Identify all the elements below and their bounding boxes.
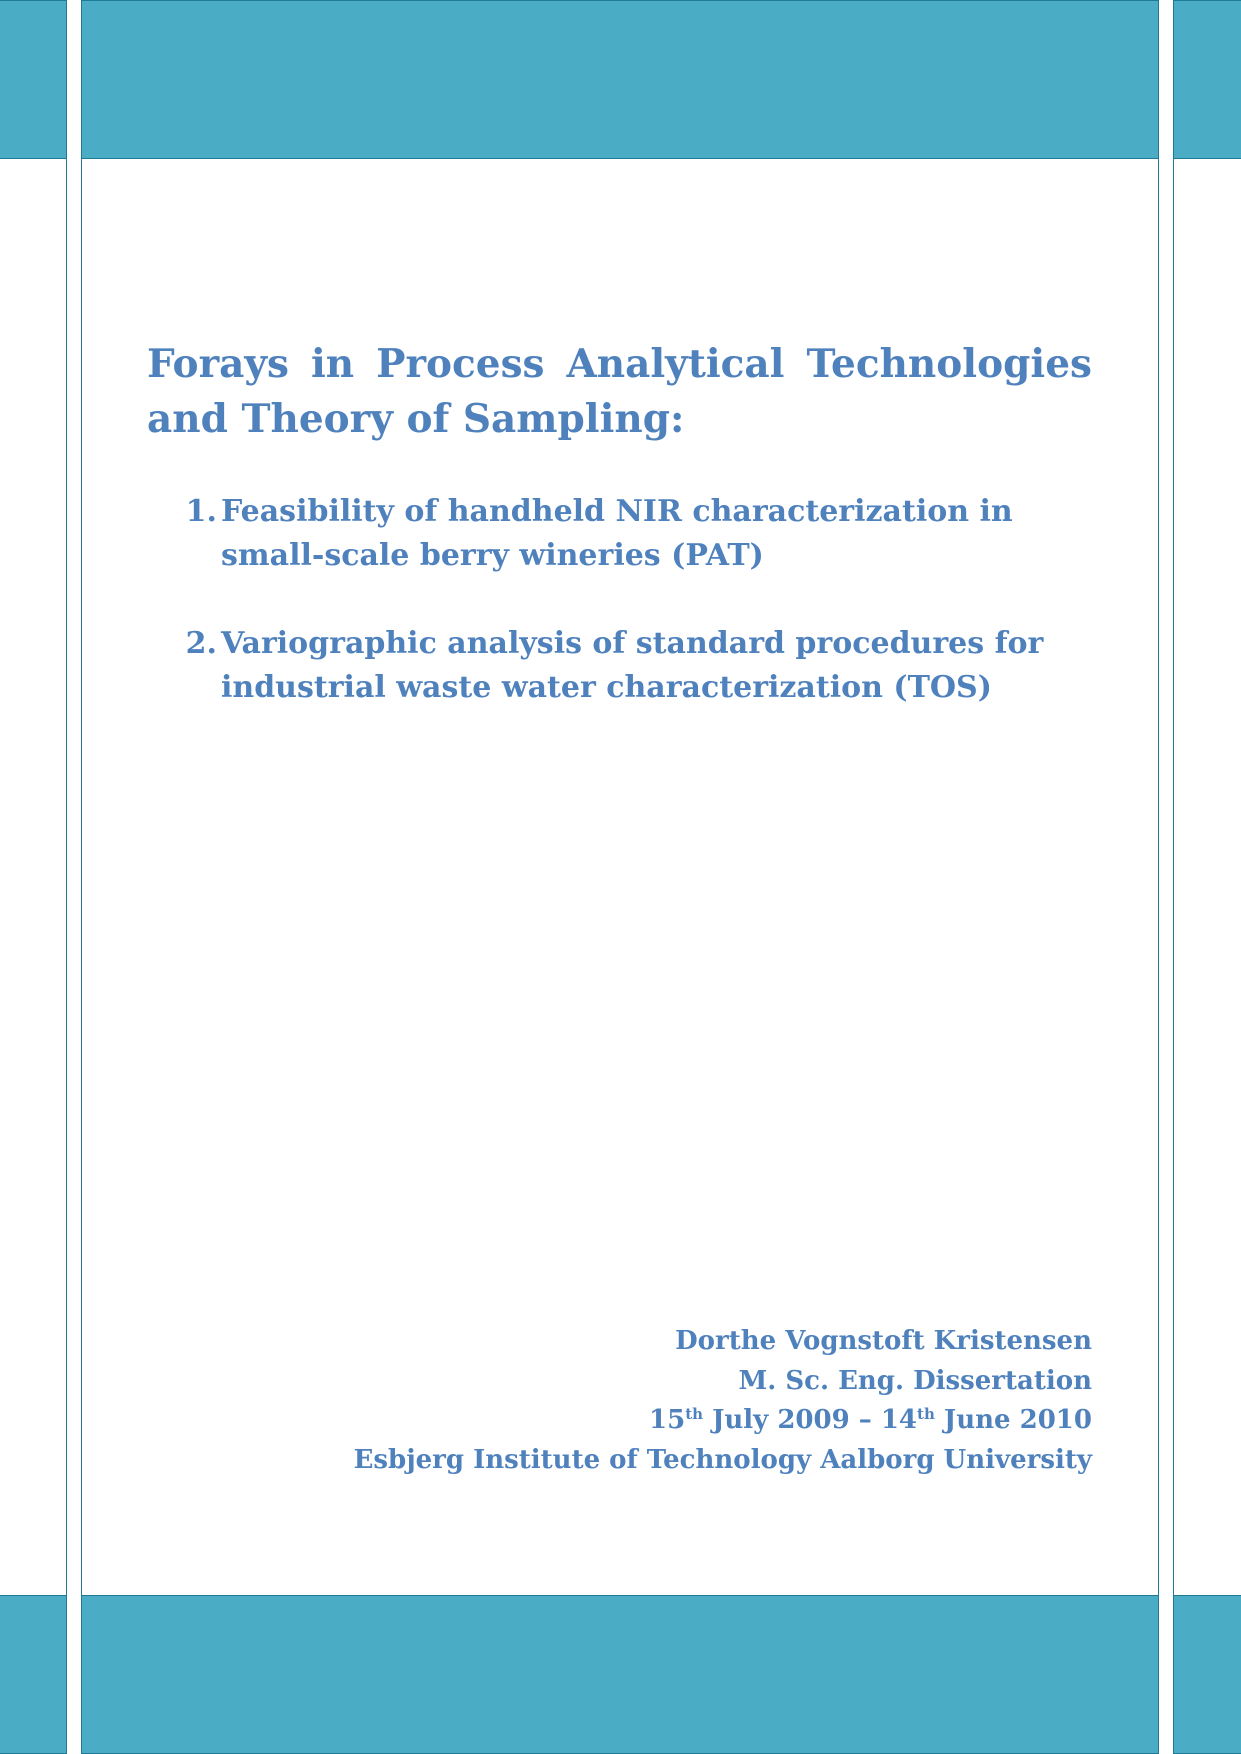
bottom-band-right <box>1173 1595 1241 1754</box>
frame-line-left-inner <box>81 159 82 1595</box>
degree-line: M. Sc. Eng. Dissertation <box>738 1365 1092 1396</box>
start-month-year: July 2009 <box>712 1405 850 1435</box>
institution: Esbjerg Institute of Technology Aalborg University <box>353 1444 1092 1475</box>
top-band-right <box>1173 0 1241 159</box>
end-day-suffix: th <box>917 1405 935 1423</box>
top-band <box>81 0 1159 159</box>
author-name: Dorthe Vognstoft Kristensen <box>675 1326 1092 1356</box>
frame-line-right-outer <box>1173 159 1174 1595</box>
date-separator: – <box>858 1405 872 1435</box>
topic-number: 2. <box>185 626 217 661</box>
end-month-year: June 2010 <box>943 1405 1092 1435</box>
start-day-suffix: th <box>685 1405 704 1423</box>
topic-text: Variographic analysis of standard procedures for industrial waste water characterization (TOS) <box>221 626 1044 705</box>
end-day: 14 <box>880 1405 918 1435</box>
frame-line-right-inner <box>1158 159 1159 1595</box>
bottom-band-left <box>0 1595 67 1754</box>
date-range <box>292 1401 1092 1441</box>
topic-number: 1. <box>185 494 217 529</box>
topic-text: Feasibility of handheld NIR characterization in small-scale berry wineries (PAT) <box>221 494 1013 573</box>
author-block <box>292 1322 1092 1480</box>
frame-line-left-outer <box>66 159 67 1595</box>
bottom-band <box>81 1595 1159 1754</box>
topic-list <box>147 490 1092 754</box>
topic-item <box>147 490 1092 578</box>
top-band-left <box>0 0 67 159</box>
topic-item <box>147 622 1092 710</box>
document-title: Forays in Process Analytical Technologies and Theory of Sampling: <box>147 341 1092 442</box>
start-day: 15 <box>649 1405 686 1435</box>
